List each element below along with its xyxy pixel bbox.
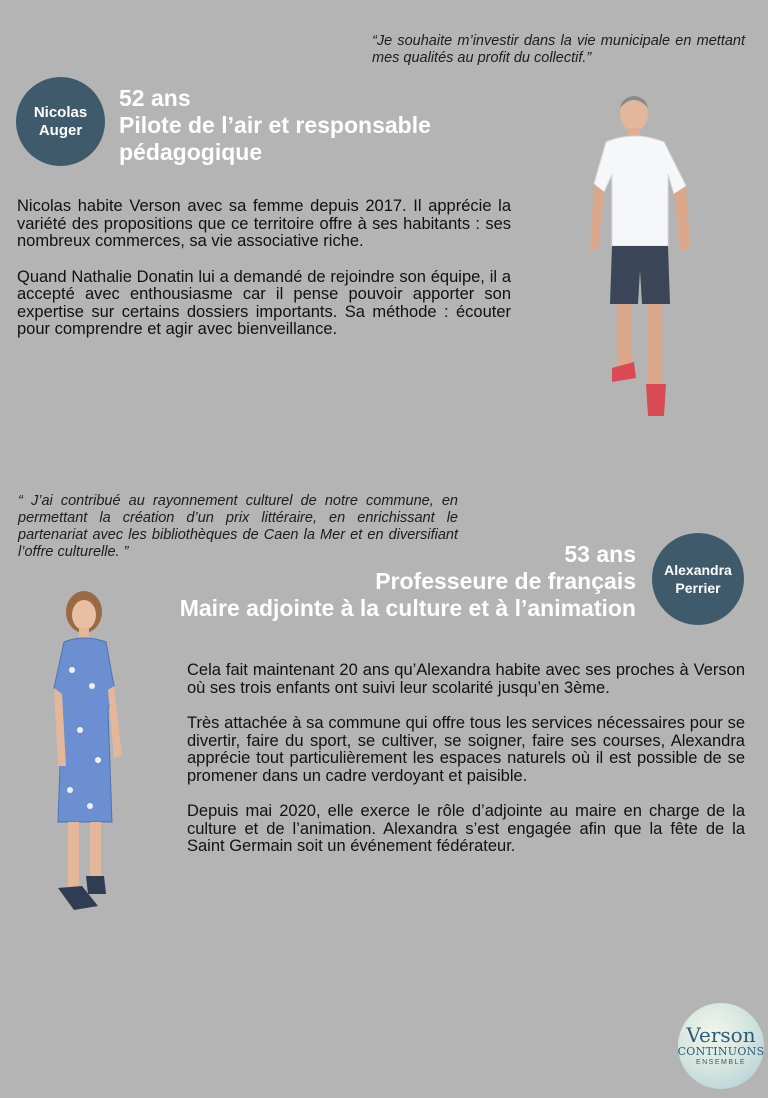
alexandra-role-office: Maire adjointe à la culture et à l’animation <box>179 595 636 621</box>
alexandra-last-name: Perrier <box>675 580 721 596</box>
alexandra-bio-paragraph: Depuis mai 2020, elle exerce le rôle d’adjointe au maire en charge de la culture et de l’animation. Alexandra s’est engagée afin que la fête de la Saint Germain soit un événement fédérateur. <box>187 802 745 855</box>
alexandra-heading <box>120 541 636 622</box>
logo-tagline: ENSEMBLE <box>695 1059 747 1066</box>
verson-logo <box>678 1003 764 1089</box>
nicolas-bio-paragraph: Nicolas habite Verson avec sa femme depuis 2017. Il apprécie la variété des propositions que ce territoire offre à ses habitants : ses nombreux commerces, sa vie associative riche. <box>17 197 511 250</box>
logo-title: Verson <box>686 1023 756 1047</box>
alexandra-name-badge <box>652 533 744 625</box>
alexandra-bio-paragraph: Très attachée à sa commune qui offre tous les services nécessaires pour se divertir, faire du sport, se cultiver, se soigner, faire ses courses, Alexandra apprécie tout particulièrement les espaces naturels où il est possible de se promener dans un cadre verdoyant et paisible. <box>187 714 745 785</box>
nicolas-photo <box>582 90 698 422</box>
alexandra-quote: “ J’ai contribué au rayonnement culturel de notre commune, en permettant la création d’un prix littéraire, en enrichissant le partenariat avec les bibliothèques de Caen la Mer et en diversifiant l’offre culturelle. ” <box>18 493 458 560</box>
alexandra-first-name: Alexandra <box>664 562 732 578</box>
nicolas-age: 52 ans <box>119 85 191 111</box>
nicolas-first-name: Nicolas <box>33 103 88 121</box>
logo-subtitle: CONTINUONS <box>677 1045 765 1058</box>
alexandra-role-job: Professeure de français <box>375 568 636 594</box>
alexandra-photo <box>40 590 130 920</box>
nicolas-role: Pilote de l’air et responsable pédagogique <box>119 112 431 165</box>
nicolas-quote: “Je souhaite m’investir dans la vie municipale en mettant mes qualités au profit du collectif.” <box>372 33 745 66</box>
nicolas-last-name: Auger <box>38 121 83 139</box>
nicolas-name-badge <box>16 77 105 166</box>
alexandra-bio <box>187 662 745 874</box>
alexandra-bio-paragraph: Cela fait maintenant 20 ans qu’Alexandra habite avec ses proches à Verson où ses trois enfants ont suivi leur scolarité jusqu’en 3ème. <box>187 661 745 697</box>
nicolas-bio <box>17 198 511 357</box>
nicolas-bio-paragraph: Quand Nathalie Donatin lui a demandé de rejoindre son équipe, il a accepté avec enthousiasme car il pense pouvoir apporter son expertise sur certains dossiers importants. Sa méthode : écouter pour comprendre et agir avec bienveillance. <box>17 267 511 338</box>
nicolas-heading <box>119 85 499 166</box>
alexandra-age: 53 ans <box>564 541 636 567</box>
